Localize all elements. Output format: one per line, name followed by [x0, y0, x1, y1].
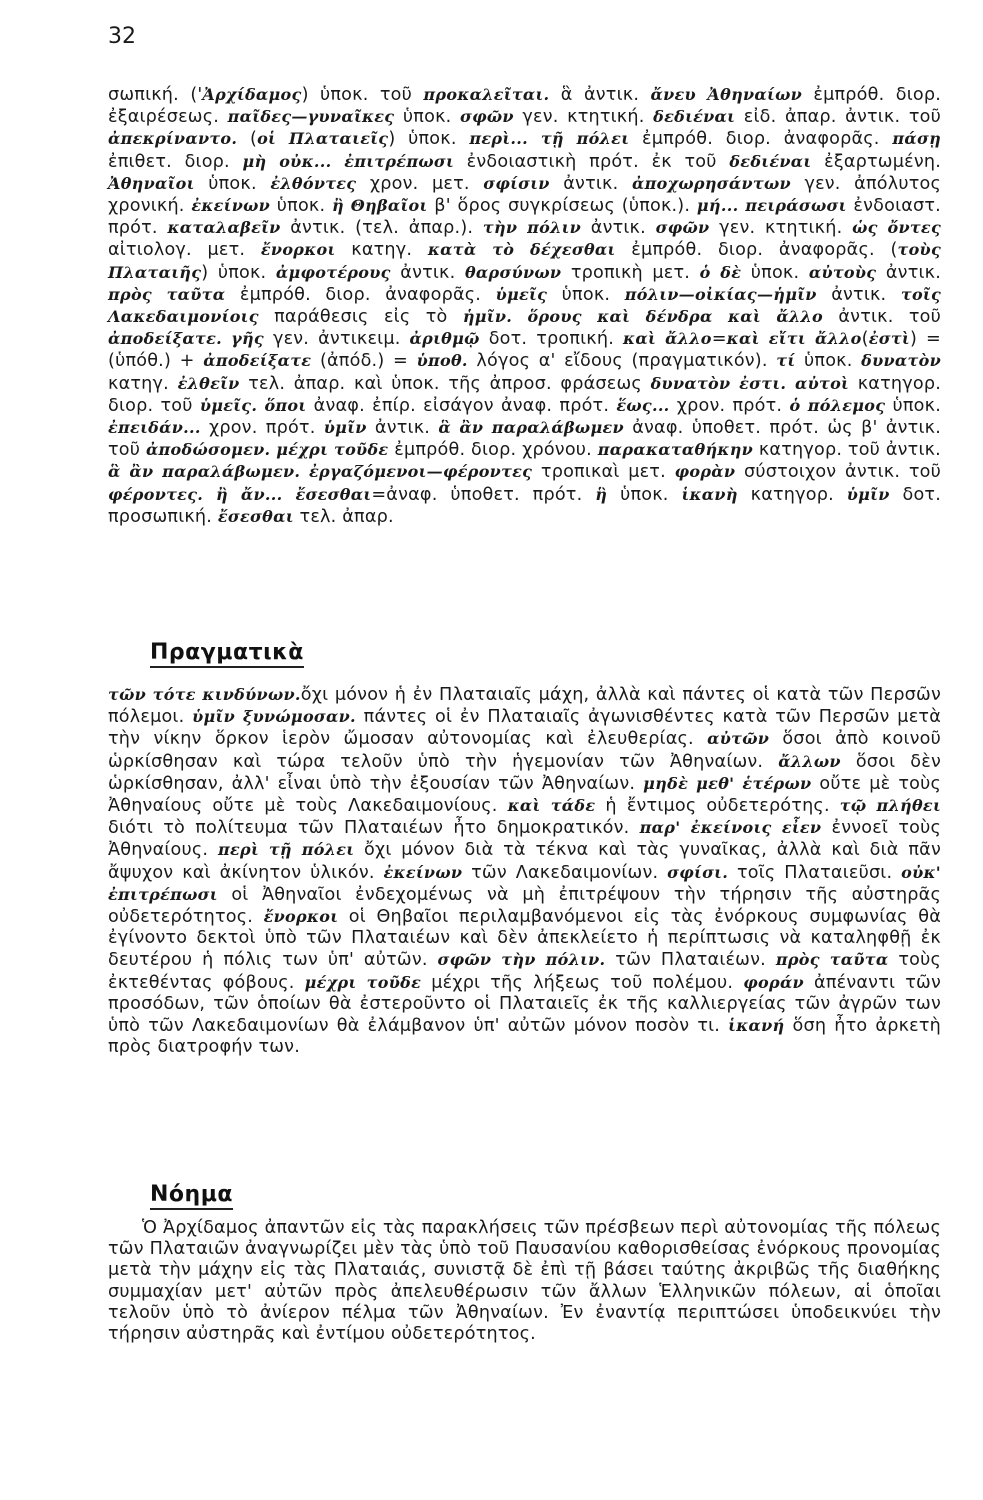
commentary-text: δοτ. τροπική.: [479, 329, 624, 350]
commentary-text: ὅση ἦτο ἀρκετὴ πρὸς διατροφήν των.: [108, 1016, 941, 1058]
glossed-term: τὴν πόλιν: [482, 218, 582, 238]
commentary-text: χρον. πρότ.: [669, 395, 790, 416]
glossed-term: σφίσι.: [667, 862, 729, 882]
commentary-text: τῶν Πλαταιέων.: [605, 950, 776, 971]
commentary-text: ἃ ἀντικ.: [549, 85, 651, 105]
glossed-term: ἢ ἄν... ἔσεσθαι: [216, 484, 372, 504]
commentary-text: ἐμπρόθ. διορ. ἀναφορᾶς.: [225, 284, 496, 305]
commentary-text: εἰδ. ἀπαρ. ἀντικ. τοῦ: [735, 107, 942, 128]
glossed-term: μή... πειράσωσι: [696, 196, 847, 216]
glossed-term: αὐτῶν: [707, 729, 770, 749]
commentary-text: ὅσοι ἀπὸ κοινοῦ ὡρκίσθησαν καὶ τώρα τελοῦν ὑπὸ τὴν ἡγεμονίαν τῶν Ἀθηναίων.: [108, 729, 941, 772]
commentary-text: ὑποκ.: [885, 395, 941, 416]
glossed-term: ἀποδώσομεν. μέχρι τοῦδε: [145, 440, 389, 460]
commentary-text: ἀντικ.: [366, 418, 439, 439]
commentary-text: τελ. ἀπαρ. καὶ ὑποκ. τῆς ἀπροσ. φράσεως: [239, 373, 651, 394]
commentary-text: παράθεσις εἰς τὸ: [258, 307, 463, 328]
glossed-term: τοῖς Λακεδαιμονίοις: [108, 284, 941, 327]
glossed-term: καὶ ἄλλο: [623, 329, 712, 349]
commentary-text: ἐνδοιαστικὴ πρότ. ἐκ τοῦ: [454, 151, 730, 172]
glossed-term: περὶ τῇ πόλει: [217, 840, 355, 860]
glossed-term: σφῶν: [655, 218, 710, 238]
glossed-term: ὑμῖν ξυνώμοσαν.: [192, 707, 356, 727]
glossed-term: ὑμεῖς: [495, 284, 548, 304]
commentary-text: ἡ ἔντιμος οὐδετερότης.: [595, 796, 840, 817]
glossed-term: φέροντες.: [108, 484, 204, 504]
commentary-text: κατηγ.: [335, 240, 428, 261]
commentary-text: ἐμπρόθ. διορ. ἐξαιρέσεως.: [108, 85, 941, 128]
commentary-text: ὑποκ.: [547, 284, 625, 305]
commentary-text: πάντες οἱ ἐν Πλαταιαῖς ἀγωνισθέντες κατὰ τῶν Περσῶν μετὰ τὴν νίκην ὅρκον ἱερὸν ὤμοσαν αὐτονομίας καὶ ἐλευθερίας.: [108, 707, 941, 750]
commentary-text: (ἀπόδ.) =: [311, 351, 417, 372]
commentary-text: γεν. κτητική.: [709, 218, 853, 239]
glossed-term: ἀποδείξατε. γῆς: [108, 329, 264, 349]
glossed-term: καταλαβεῖν: [167, 218, 281, 238]
commentary-text: ἀντικ.: [876, 262, 942, 283]
commentary-text: διότι τὸ πολίτευμα τῶν Πλαταιέων ἦτο δημοκρατικόν.: [108, 818, 640, 839]
glossed-term: ἢ Θηβαῖοι: [332, 196, 428, 216]
commentary-text: β' ὅρος συγκρίσεως (ὑποκ.).: [427, 196, 697, 217]
glossed-term: ὑμῖν: [846, 484, 890, 504]
glossed-term: περὶ... τῇ πόλει: [469, 129, 630, 149]
commentary-text: οἱ Θηβαῖοι περιλαμβανόμενοι εἰς τὰς ἐνόρκους συμφωνίας θὰ ἐγίνοντο δεκτοὶ ὑπὸ τῶν Πλαταιέων καὶ δὲν ἀπεκλείετο ἡ περίπτωσις νὰ καταληφθῇ ἐκ δευτέρου ἡ πόλις των ὑπ' αὐτῶν.: [108, 907, 941, 971]
glossed-term: ὅποι: [264, 395, 307, 415]
commentary-text: ἐννοεῖ τοὺς Ἀθηναίους.: [108, 818, 941, 861]
commentary-text: τῶν Λακεδαιμονίων.: [462, 862, 668, 883]
glossed-term: ἄνευ Ἀθηναίων: [650, 85, 803, 104]
glossed-term: παρ' ἐκείνοις εἶεν: [639, 818, 822, 838]
glossed-term: ὁ δὲ: [699, 262, 742, 282]
pragmatika-paragraph: [108, 684, 941, 1058]
commentary-text: οὔτε μὲ τοὺς Ἀθηναίους οὔτε μὲ τοὺς Λακεδαιμονίους.: [108, 773, 941, 817]
glossed-term: ἔνορκοι: [260, 240, 336, 260]
commentary-text: ἐμπρόθ. διορ. χρόνου.: [388, 440, 598, 461]
glossed-term: φορὰν: [674, 462, 736, 482]
glossed-term: ὁ πόλεμος: [789, 395, 886, 415]
glossed-term: δυνατὸν ἐστι. αὐτοὶ: [650, 373, 850, 393]
glossed-term: παρακαταθήκην: [597, 440, 754, 460]
glossed-term: ἃ ἂν παραλάβωμεν: [438, 418, 624, 438]
commentary-text: [203, 485, 216, 505]
commentary-text: αἰτιολογ. μετ.: [108, 240, 261, 261]
glossed-term: δυνατὸν: [861, 351, 941, 371]
commentary-text: ἀντικ. τοῦ: [823, 307, 942, 328]
glossed-term: σφίσιν: [483, 173, 550, 193]
commentary-text: ἐμπρόθ. διορ. ἀναφορᾶς.: [629, 129, 893, 150]
commentary-text: ὄχι μόνον διὰ τὰ τέκνα καὶ τὰς γυναῖκας, ἀλλὰ καὶ διὰ πᾶν ἄψυχον καὶ ἀκίνητον ὑλικόν.: [108, 840, 941, 883]
glossed-term: ἐστὶ: [868, 329, 910, 349]
commentary-text: ὅσοι δὲν ὡρκίσθησαν, ἀλλ' εἶναι ὑπὸ τὴν ἐξουσίαν τῶν Ἀθηναίων.: [108, 751, 941, 794]
glossed-term: σφῶν: [460, 107, 514, 127]
grammar-notes-paragraph: [108, 84, 941, 528]
commentary-text: ἀντικ.: [581, 218, 656, 239]
commentary-text: ἀντικ.: [549, 173, 632, 194]
glossed-term: ἡμῖν.: [462, 307, 513, 327]
commentary-text: τροπικὴ μετ.: [561, 262, 700, 283]
commentary-text: ἐμπρόθ. διορ. ἀναφορᾶς. (: [615, 240, 898, 261]
commentary-text: τροπικαὶ μετ.: [532, 462, 675, 483]
glossed-term: ἐλθόντες: [270, 173, 357, 193]
glossed-term: ὑμῖν: [323, 418, 367, 438]
glossed-term: ἕως...: [616, 395, 670, 415]
commentary-text: (: [861, 329, 869, 350]
glossed-term: ὑμεῖς.: [199, 395, 258, 415]
glossed-term: ἔσεσθαι: [217, 506, 294, 526]
commentary-text: ἐξαρτωμένη.: [811, 151, 941, 172]
glossed-term: ἱκανὴ: [681, 484, 738, 504]
glossed-term: ἄλλων: [778, 751, 841, 771]
noima-paragraph: [108, 1218, 941, 1345]
commentary-text: ) = (ὑπόθ.) +: [108, 329, 941, 372]
commentary-text: ὑποκ.: [607, 484, 682, 505]
commentary-text: Ὁ Ἀρχίδαμος ἀπαντῶν εἰς τὰς παρακλήσεις τῶν πρέσβεων περὶ αὐτονομίας τῆς πόλεως τῶν Πλαταιῶν ἀναγνωρίζει μὲν τὰς ὑπὸ τοῦ Παυσανίου καθορισθείσας ἐνόρκους προνομίας μετὰ τὴν μάχην εἰς τὰς Πλαταιάς, συνιστᾷ δὲ ἐπὶ τῇ βάσει ταύτης ἀκριβῶς τῆς διαθήκης συμμαχίαν μετ' αὐτῶν πρὸς ἀπελευθέρωσιν τῶν ἄλλων Ἑλληνικῶν πόλεων, αἱ ὁποῖαι τελοῦν ὑπὸ τὸ ἀνίερον πέλμα τῶν Ἀθηναίων. Ἐν ἐναντίᾳ περιπτώσει ὑποδεικνύει τὴν τήρησιν αὐστηρᾶς καὶ ἐντίμου οὐδετερότητος.: [108, 1218, 941, 1345]
glossed-term: ἀμφοτέρους: [275, 262, 391, 282]
glossed-term: οἱ Πλαταιεῖς: [257, 129, 389, 149]
glossed-term: πρὸς ταῦτα: [108, 284, 226, 304]
commentary-text: ἀναφ. ἐπίρ. εἰσάγον ἀναφ. πρότ.: [306, 395, 617, 416]
commentary-text: [512, 307, 527, 327]
glossed-term: πάσῃ: [892, 129, 942, 149]
section-heading-noima: Νόημα: [150, 1182, 233, 1210]
commentary-text: σύστοιχον ἀντικ. τοῦ: [735, 462, 941, 483]
commentary-text: ὑποκ.: [270, 196, 333, 217]
glossed-term: Ἀρχίδαμος: [202, 85, 302, 104]
glossed-term: ἱκανή: [728, 1016, 785, 1036]
glossed-term: πόλιν—οἰκίας—ἡμῖν: [624, 284, 817, 304]
glossed-term: ἀριθμῷ: [409, 329, 480, 349]
glossed-term: ἐκείνων: [383, 862, 463, 882]
glossed-term: Ἀθηναῖοι: [108, 173, 195, 193]
glossed-term: δεδιέναι: [729, 151, 812, 171]
commentary-text: κατηγ.: [108, 373, 178, 394]
commentary-text: λόγος α' εἴδους (πραγματικόν).: [467, 351, 777, 372]
commentary-text: ) ὑποκ.: [388, 129, 470, 150]
glossed-term: τῷ πλήθει: [839, 796, 942, 816]
commentary-text: τελ. ἀπαρ.: [293, 506, 394, 527]
glossed-term: αὐτοὺς: [808, 262, 877, 282]
commentary-text: χρον. πρότ.: [200, 418, 324, 439]
glossed-term: ὡς ὄντες: [852, 218, 942, 238]
commentary-text: γεν. κτητική.: [513, 107, 654, 128]
glossed-term: μέχρι τοῦδε: [304, 972, 422, 992]
commentary-text: τοὺς ἐκτεθέντας φόβους.: [108, 950, 942, 993]
commentary-text: κατηγορ.: [737, 484, 847, 505]
commentary-text: ὑποκ.: [394, 107, 461, 128]
glossed-term: καὶ τάδε: [507, 796, 596, 816]
commentary-text: γεν. ἀπόλυτος χρονική.: [108, 173, 941, 217]
commentary-text: (: [237, 129, 258, 150]
commentary-text: ὑποκ.: [795, 351, 862, 372]
commentary-text: οἱ Ἀθηναῖοι ἐνδεχομένως νὰ μὴ ἐπιτρέψουν τὴν τήρησιν τῆς αὐστηρᾶς οὐδετερότητος.: [108, 884, 941, 928]
glossed-term: ἐκείνων: [191, 196, 271, 216]
commentary-text: κατηγορ. διορ. τοῦ: [108, 373, 941, 416]
glossed-term: ἣ: [595, 484, 608, 504]
commentary-text: =: [711, 329, 727, 350]
glossed-term: ἀποχωρησάντων: [631, 173, 791, 193]
glossed-term: ἀποδείξατε: [203, 351, 312, 371]
glossed-term: ὅρους καὶ δένδρα καὶ ἄλλο: [527, 307, 824, 327]
glossed-term: καὶ εἴτι ἄλλο: [726, 329, 862, 349]
commentary-text: ἀντικ. (τελ. ἀπαρ.).: [280, 218, 483, 239]
glossed-term: ἃ ἂν παραλάβωμεν. ἐργαζόμενοι—φέροντες: [108, 462, 533, 482]
glossed-term: τί: [776, 351, 796, 371]
commentary-text: τοῖς Πλαταιεῦσι.: [728, 862, 902, 883]
commentary-text: κατηγορ. τοῦ ἀντικ.: [753, 440, 941, 461]
commentary-text: ἀντικ.: [390, 262, 465, 283]
commentary-text: μέχρι τῆς λήξεως τοῦ πολέμου.: [421, 972, 744, 993]
commentary-text: χρον. μετ.: [356, 173, 484, 194]
glossed-term: θαρσύνων: [464, 262, 562, 282]
section-heading-pragmatika: Πραγματικὰ: [150, 640, 304, 668]
glossed-term: παῖδες—γυναῖκες: [227, 107, 395, 127]
glossed-term: οὐκ' ἐπιτρέπωσι: [108, 862, 941, 904]
commentary-text: ὄχι μόνον ἡ ἐν Πλαταιαῖς μάχη, ἀλλὰ καὶ πάντες οἱ κατὰ τῶν Περσῶν πόλεμοι.: [108, 685, 941, 728]
glossed-term: φοράν: [743, 972, 804, 992]
glossed-term: μηδὲ μεθ' ἑτέρων: [643, 773, 812, 793]
glossed-term: ὑποθ.: [416, 351, 468, 371]
commentary-text: ἐνδοιαστ. πρότ.: [108, 196, 941, 239]
commentary-text: =ἀναφ. ὑποθετ. πρότ.: [371, 484, 596, 505]
glossed-term: δεδιέναι: [653, 107, 736, 127]
commentary-text: ) ὑποκ.: [201, 262, 276, 283]
commentary-text: ἀναφ. ὑποθετ. πρότ. ὡς β' ἀντικ. τοῦ: [108, 418, 941, 461]
commentary-text: ) ὑποκ. τοῦ: [301, 85, 424, 105]
glossed-term: πρὸς ταῦτα: [775, 950, 889, 970]
commentary-text: ὑποκ.: [194, 173, 271, 194]
glossed-term: ἀπεκρίναντο.: [108, 129, 238, 149]
commentary-text: ἐπιθετ. διορ.: [108, 151, 243, 172]
glossed-term: ἔνορκοι: [263, 907, 339, 927]
glossed-term: προκαλεῖται.: [423, 85, 550, 104]
glossed-term: σφῶν τὴν πόλιν.: [437, 950, 606, 970]
glossed-term: τοὺς Πλαταιῆς: [108, 240, 941, 282]
commentary-text: σωπική. (': [108, 85, 203, 105]
glossed-term: τῶν τότε κινδύνων.: [108, 685, 301, 704]
glossed-term: μὴ οὐκ... ἐπιτρέπωσι: [242, 151, 455, 171]
page-number: 32: [108, 24, 136, 49]
commentary-text: δοτ. προσωπική.: [108, 484, 941, 527]
commentary-text: ἀπέναντι τῶν προσόδων, τῶν ὁποίων θὰ ἐστεροῦντο οἱ Πλαταιεῖς ἐκ τῆς καλλιεργείας τῶν ἀγρῶν των ὑπὸ τῶν Λακεδαιμονίων θὰ ἐλάμβανον ὑπ' αὐτῶν μόνον ποσὸν τι.: [108, 972, 941, 1037]
commentary-text: ἀντικ.: [816, 284, 901, 305]
commentary-text: ὑποκ.: [741, 262, 809, 283]
glossed-term: ἐλθεῖν: [177, 373, 240, 393]
glossed-term: κατὰ τὸ δέχεσθαι: [427, 240, 616, 260]
glossed-term: ἐπειδάν...: [108, 418, 201, 438]
commentary-text: γεν. ἀντικειμ.: [263, 329, 410, 350]
